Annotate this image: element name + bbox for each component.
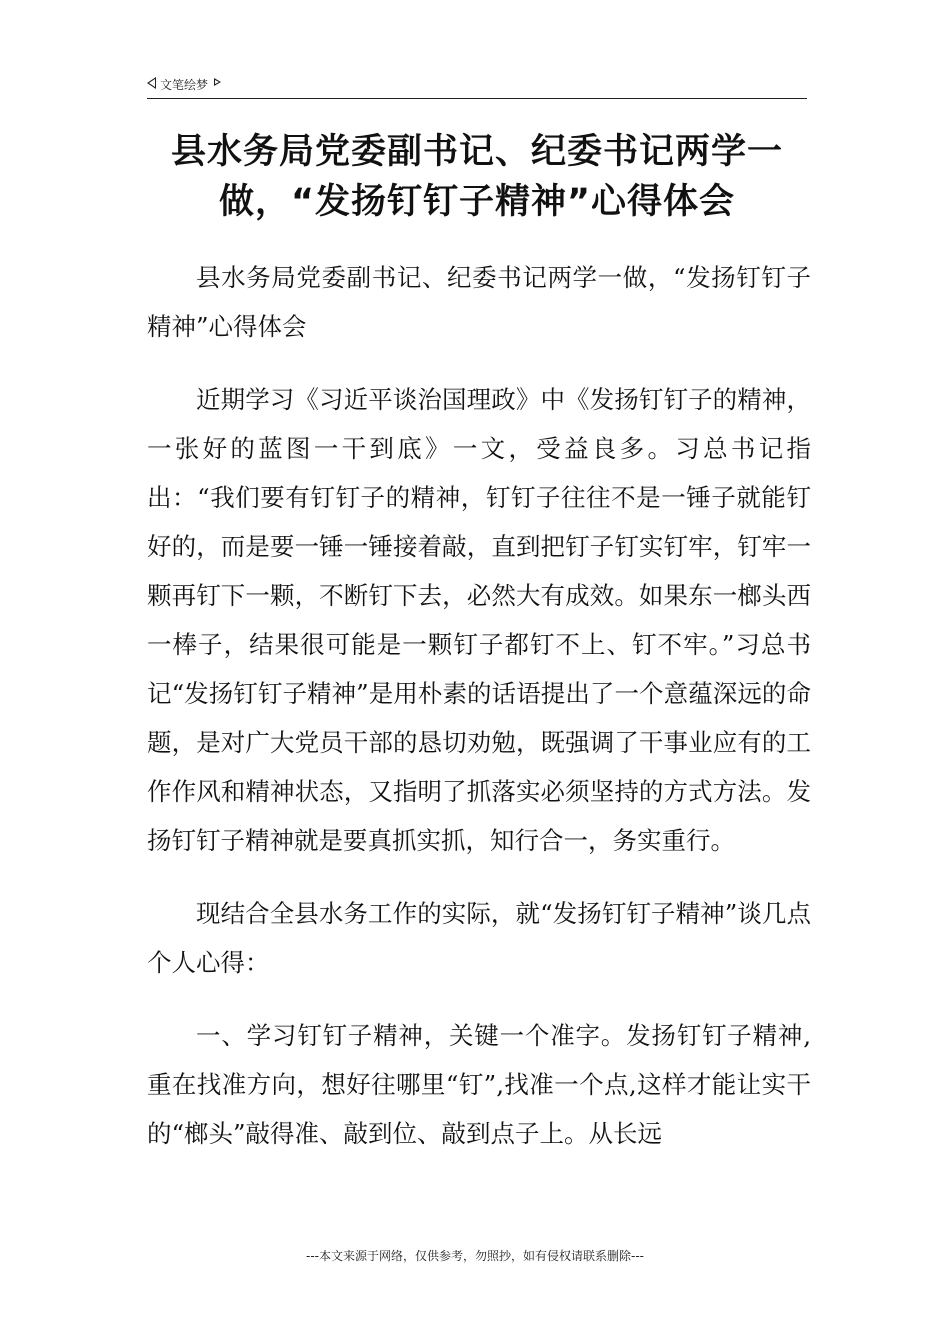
document-body [147,253,811,1182]
page-header [147,76,807,99]
page-footer-notice: ---本文来源于网络，仅供参考，勿照抄，如有侵权请联系删除--- [306,1249,644,1263]
paragraph-4: 一、学习钉钉子精神，关键一个准字。发扬钉钉子精神,重在找准方向，想好往哪里“钉”,找准一个点,这样才能让实干的“榔头”敲得准、敲到位、敲到点子上。从长远 [147,1021,811,1148]
paragraph-2: 近期学习《习近平谈治国理政》中《发扬钉钉子的精神，一张好的蓝图一干到底》一文，受益良多。习总书记指出：“我们要有钉钉子的精神，钉钉子往往不是一锤子就能钉好的，而是要一锤一锤接着敲，直到把钉子钉实钉牢，钉牢一颗再钉下一颗，不断钉下去，必然大有成效。如果东一榔头西一棒子，结果很可能是一颗钉子都钉不上、钉不牢。”习总书记“发扬钉钉子精神”是用朴素的话语提出了一个意蕴深远的命题，是对广大党员干部的恳切劝勉，既强调了干事业应有的工作作风和精神状态，又指明了抓落实必须坚持的方式方法。发扬钉钉子精神就是要真抓实抓，知行合一，务实重行。 [147,385,811,855]
triangle-right-icon [214,78,221,86]
paragraph-1: 县水务局党委副书记、纪委书记两学一做，“发扬钉钉子精神”心得体会 [147,263,811,341]
paragraph-3: 现结合全县水务工作的实际，就“发扬钉钉子精神”谈几点个人心得： [147,899,811,977]
document-title: 县水务局党委副书记、纪委书记两学一做，“发扬钉钉子精神”心得体会 [170,132,783,222]
triangle-left-icon [147,77,156,89]
header-brand: 文笔绘梦 [160,78,209,92]
